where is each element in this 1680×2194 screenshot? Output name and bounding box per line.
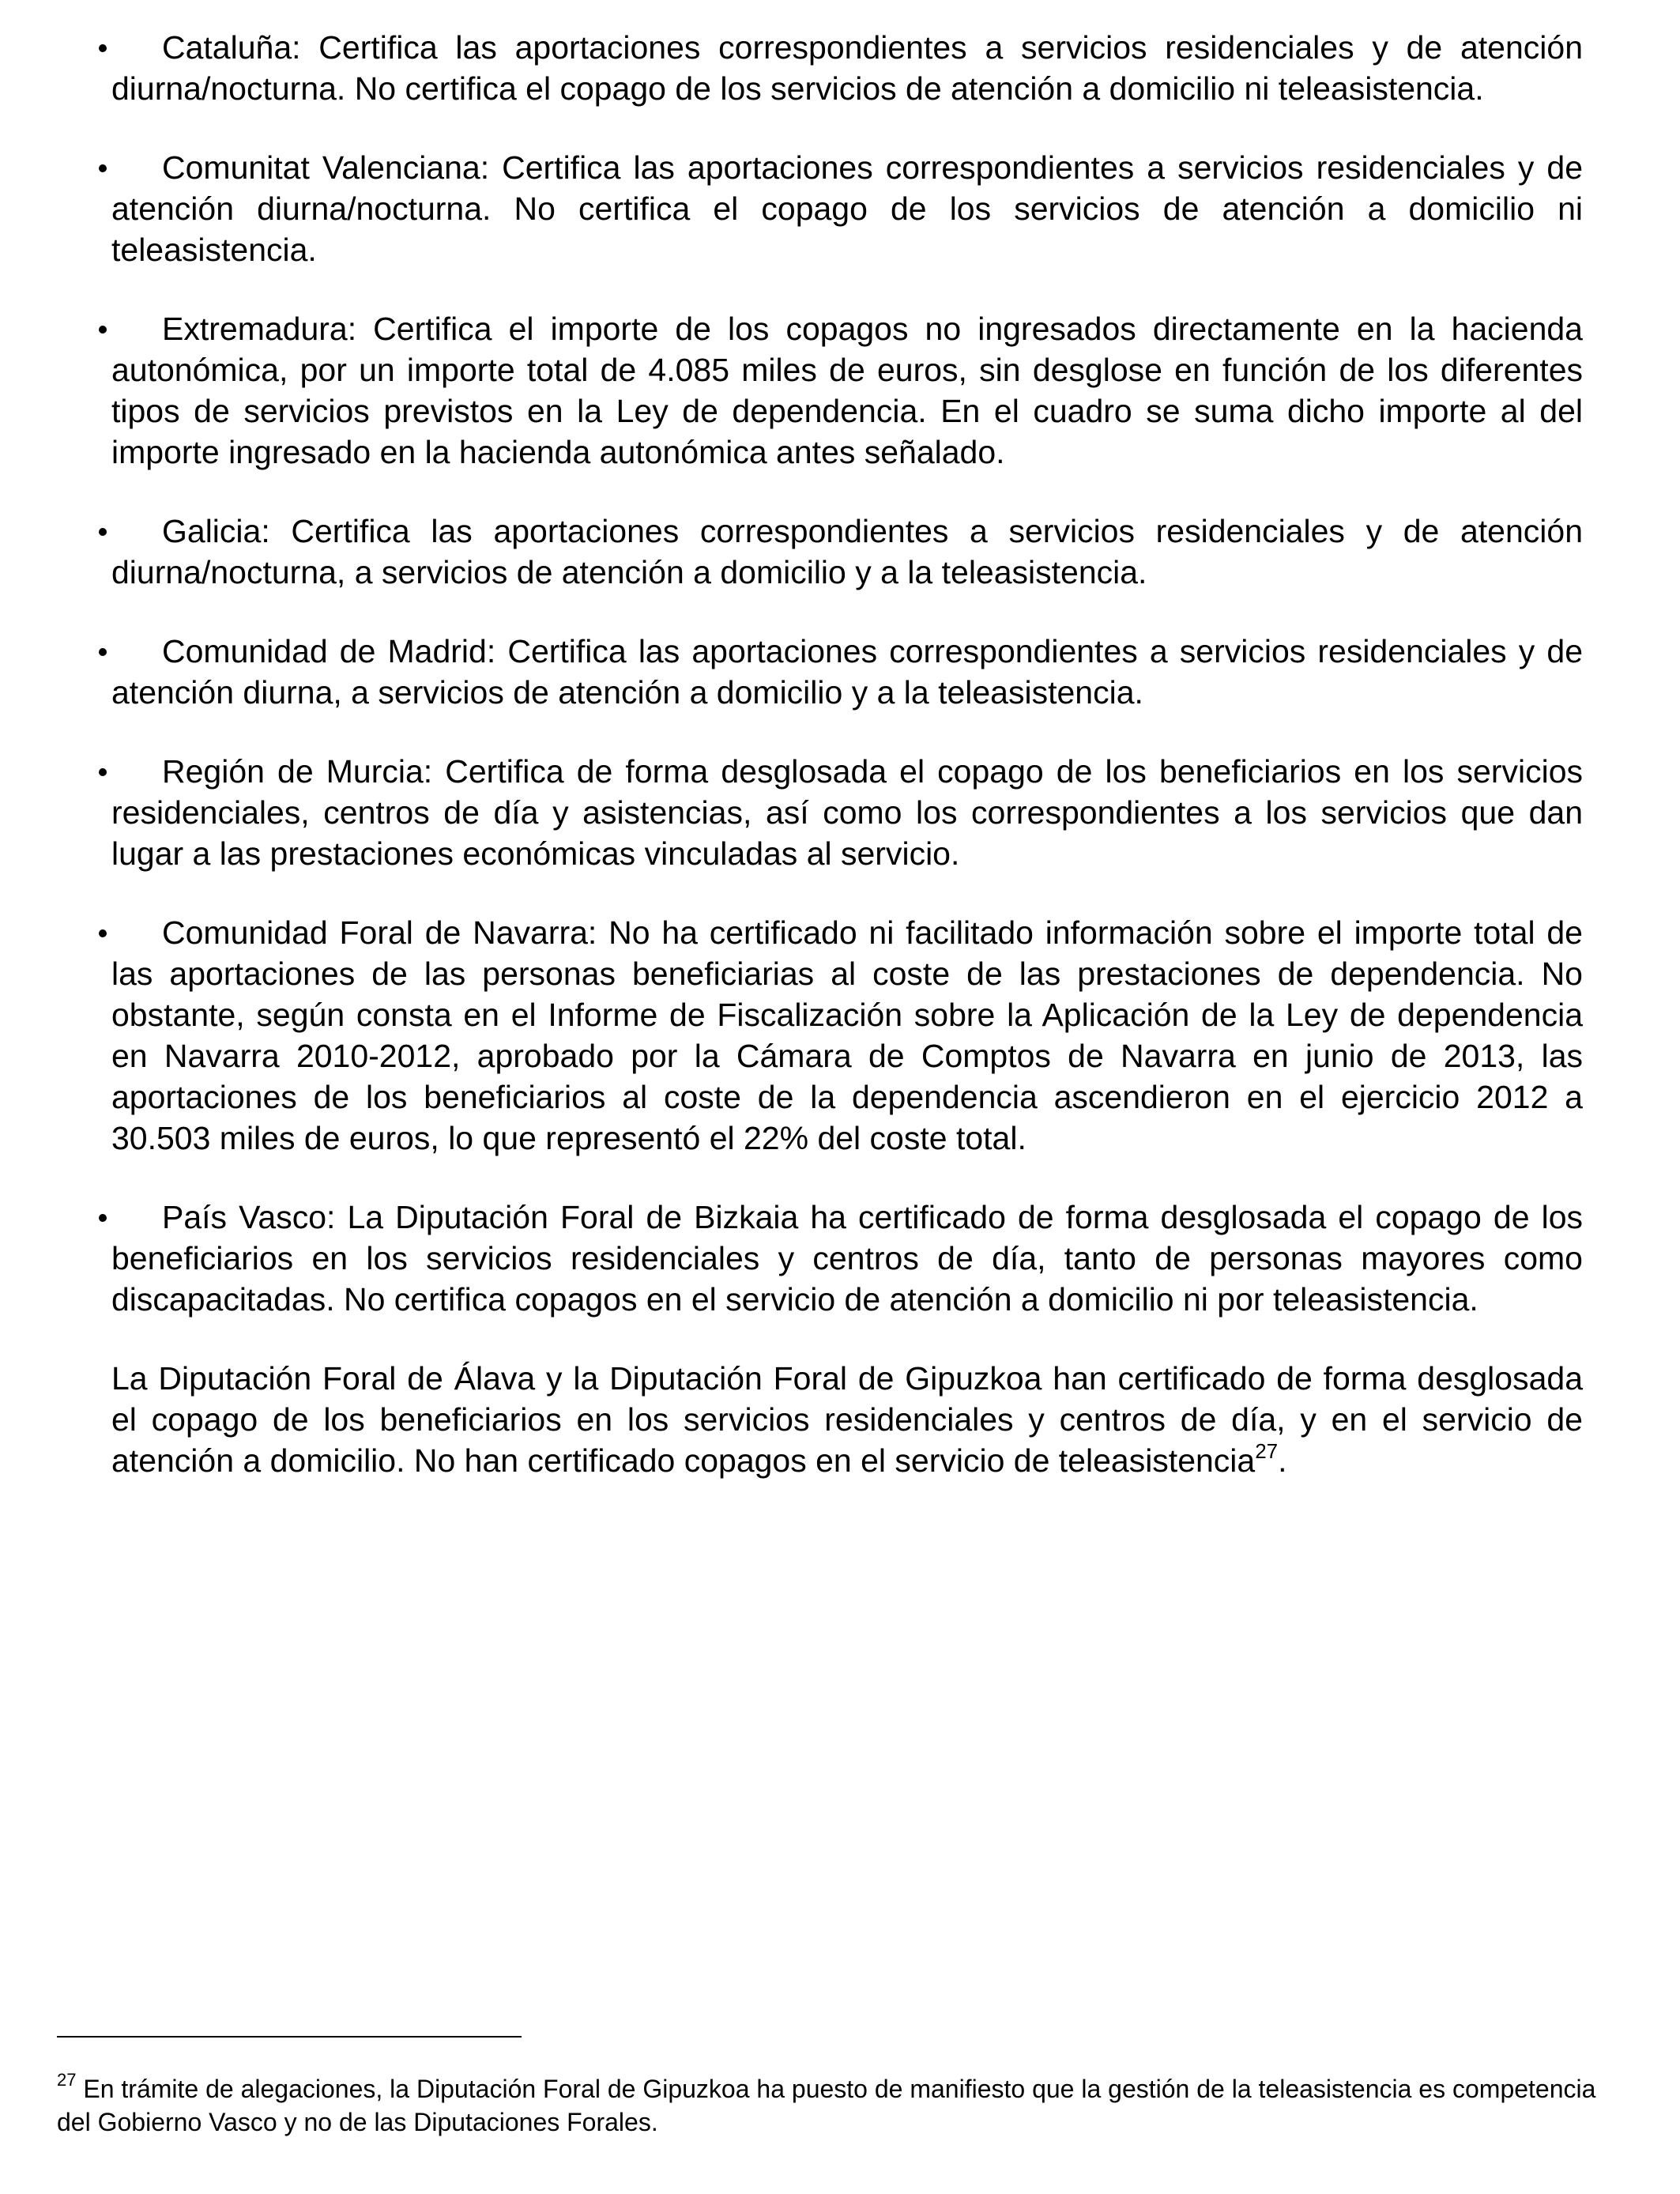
list-item-content: Extremadura: Certifica el importe de los copagos no ingresados directamente en la hacienda autonómica, por un importe total de 4.085 miles de euros, sin desglose en función de los diferentes tipos de servicios previstos en la Ley de dependencia. En el cuadro se suma dicho importe al del importe ingresado en la hacienda autonómica antes señalado. — [111, 311, 1583, 470]
list-item-text — [111, 27, 1583, 109]
list-item-text — [111, 308, 1583, 473]
bullet-icon — [99, 929, 107, 937]
bullet-icon — [99, 44, 107, 52]
list-item-content: Comunidad Foral de Navarra: No ha certificado ni facilitado información sobre el importe total de las aportaciones de las personas beneficiarias al coste de las prestaciones de dependencia. No obstante, según consta en el Informe de Fiscalización sobre la Aplicación de la Ley de dependencia en Navarra 2010-2012, aprobado por la Cámara de Comptos de Navarra en junio de 2013, las aportaciones de los beneficiarios al coste de la dependencia ascendieron en el ejercicio 2012 a 30.503 miles de euros, lo que representó el 22% del coste total. — [111, 914, 1583, 1156]
list-item-content: País Vasco: La Diputación Foral de Bizkaia ha certificado de forma desglosada el copago de los beneficiarios en los servicios residenciales y centros de día, tanto de personas mayores como discapacitadas. No certifica copagos en el servicio de atención a domicilio ni por teleasistencia. — [111, 1199, 1583, 1318]
closing-punctuation: . — [1278, 1442, 1287, 1479]
list-item-text — [111, 912, 1583, 1159]
list-item-region-de-murcia — [111, 751, 1583, 874]
footnote — [57, 2072, 1622, 2139]
footnote-separator — [57, 2036, 522, 2038]
closing-paragraph — [111, 1358, 1583, 1481]
list-item-content: Comunidad de Madrid: Certifica las aportaciones correspondientes a servicios residenciales y de atención diurna, a servicios de atención a domicilio y a la teleasistencia. — [111, 633, 1583, 711]
bullet-icon — [99, 326, 107, 334]
list-item-comunidad-de-madrid — [111, 631, 1583, 713]
list-item-text — [111, 751, 1583, 874]
list-item-pais-vasco — [111, 1197, 1583, 1320]
footnote-reference[interactable]: 27 — [1255, 1439, 1279, 1464]
list-item-galicia — [111, 511, 1583, 593]
main-content — [111, 27, 1583, 1481]
list-item-text — [111, 1197, 1583, 1320]
footnote-number: 27 — [57, 2070, 77, 2090]
list-item-content: Cataluña: Certifica las aportaciones correspondientes a servicios residenciales y de atención diurna/nocturna. No certifica el copago de los servicios de atención a domicilio ni teleasistencia. — [111, 29, 1583, 107]
bullet-icon — [99, 164, 107, 172]
list-item-extremadura — [111, 308, 1583, 473]
list-item-text — [111, 631, 1583, 713]
list-item-cataluna — [111, 27, 1583, 109]
list-item-content: Comunitat Valenciana: Certifica las aportaciones correspondientes a servicios residenciales y de atención diurna/nocturna. No certifica el copago de los servicios de atención a domicilio ni teleasistencia. — [111, 149, 1583, 268]
bullet-icon — [99, 1214, 107, 1222]
list-item-comunitat-valenciana — [111, 147, 1583, 270]
bullet-icon — [99, 648, 107, 656]
list-item-text — [111, 511, 1583, 593]
bullet-icon — [99, 768, 107, 776]
footnote-text: En trámite de alegaciones, la Diputación Foral de Gipuzkoa ha puesto de manifiesto que la gestión de la teleasistencia es competencia del Gobierno Vasco y no de las Diputaciones Forales. — [57, 2075, 1596, 2136]
closing-paragraph-text: La Diputación Foral de Álava y la Diputación Foral de Gipuzkoa han certificado de forma desglosada el copago de los beneficiarios en los servicios residenciales y centros de día, y en el servicio de atención a domicilio. No han certificado copagos en el servicio de teleasistencia — [111, 1360, 1583, 1479]
list-item-navarra — [111, 912, 1583, 1159]
list-item-content: Galicia: Certifica las aportaciones correspondientes a servicios residenciales y de atención diurna/nocturna, a servicios de atención a domicilio y a la teleasistencia. — [111, 513, 1583, 590]
bullet-icon — [99, 528, 107, 536]
list-item-text — [111, 147, 1583, 270]
list-item-content: Región de Murcia: Certifica de forma desglosada el copago de los beneficiarios en los servicios residenciales, centros de día y asistencias, así como los correspondientes a los servicios que dan lugar a las prestaciones económicas vinculadas al servicio. — [111, 753, 1583, 872]
